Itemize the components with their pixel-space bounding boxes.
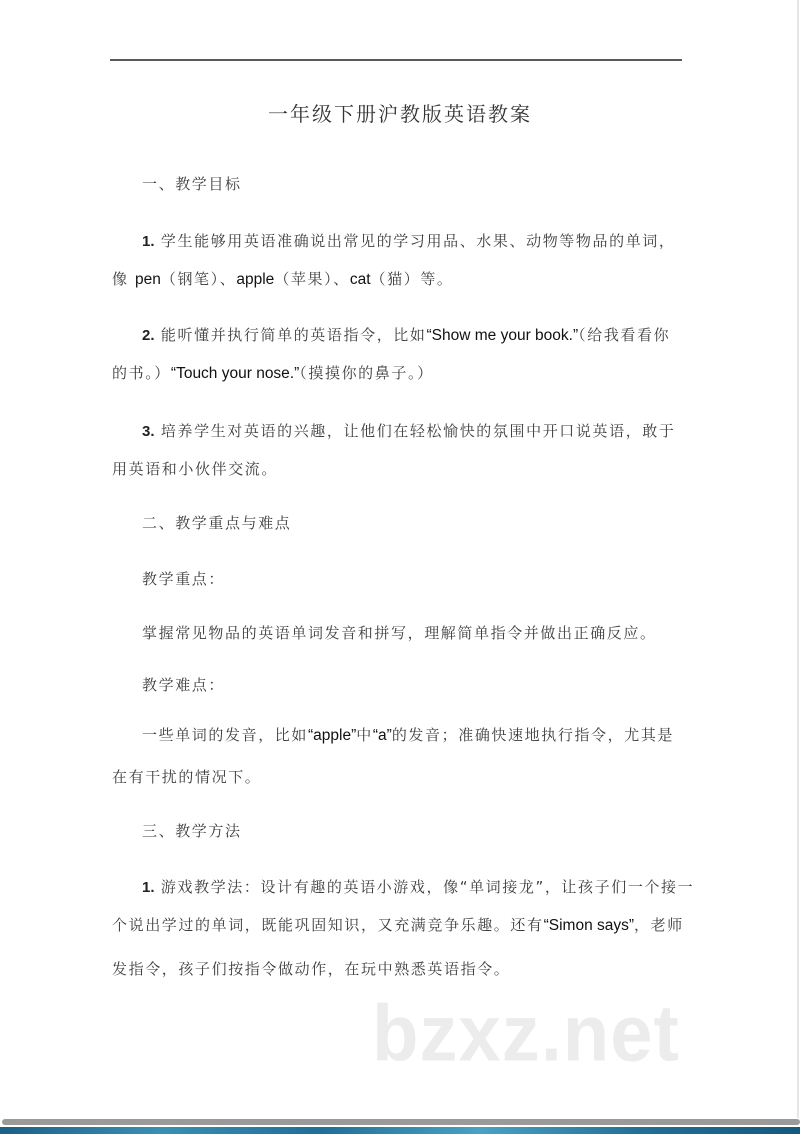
objective-1-line-1 <box>142 230 676 251</box>
item-number: 1. <box>142 233 155 250</box>
difficulty-label: 教学难点： <box>142 676 226 694</box>
page-edge <box>797 0 799 1118</box>
method-1-line-1 <box>142 876 694 897</box>
difficulty-line-2: 在有干扰的情况下。 <box>112 768 262 786</box>
objective-3-line-1 <box>142 420 676 441</box>
text-fragment: （钢笔）、 <box>160 270 237 288</box>
section-heading-objectives: 一、教学目标 <box>142 175 242 193</box>
method-1-line-2 <box>112 914 684 935</box>
text-fragment: 个说出学过的单词，既能巩固知识，又充满竞争乐趣。还有 <box>112 916 544 934</box>
english-phrase: “Touch your nose.” <box>170 365 300 382</box>
text-fragment: （摸摸你的鼻子。） <box>299 364 434 382</box>
english-phrase: “Simon says” <box>543 917 635 934</box>
item-number: 2. <box>142 327 155 344</box>
text-fragment: 游戏教学法：设计有趣的英语小游戏，像“单词接龙”，让孩子们一个接一 <box>160 878 695 896</box>
text-fragment: （苹果）、 <box>274 270 350 288</box>
watermark: bzxz.net <box>372 988 680 1079</box>
text-fragment: 像 <box>112 270 129 288</box>
english-word: “a” <box>372 727 392 744</box>
horizontal-scrollbar[interactable] <box>2 1119 800 1125</box>
key-point-text: 掌握常见物品的英语单词发音和拼写，理解简单指令并做出正确反应。 <box>142 624 657 642</box>
item-number: 1. <box>142 879 155 896</box>
objective-2-line-1 <box>142 324 670 345</box>
text-fragment: （猫）等。 <box>370 270 454 288</box>
english-word: cat <box>349 271 371 288</box>
objective-2-line-2 <box>112 362 434 383</box>
english-phrase: “Show me your book.” <box>426 327 579 344</box>
text-fragment: ，老师 <box>634 916 684 934</box>
key-point-label: 教学重点： <box>142 570 226 588</box>
text-fragment: 能听懂并执行简单的英语指令，比如 <box>160 326 427 344</box>
text-fragment: 中 <box>356 726 373 744</box>
text-fragment: （给我看看你 <box>578 326 671 344</box>
method-1-line-3: 发指令，孩子们按指令做动作，在玩中熟悉英语指令。 <box>112 960 511 978</box>
section-heading-methods: 三、教学方法 <box>142 822 242 840</box>
english-word: apple <box>236 271 275 288</box>
difficulty-line-1 <box>142 724 674 745</box>
text-fragment: 的书。） <box>112 364 171 382</box>
english-word: pen <box>134 271 161 288</box>
bottom-decorative-band <box>0 1127 800 1134</box>
section-heading-key-points: 二、教学重点与难点 <box>142 514 292 532</box>
header-rule <box>110 59 682 61</box>
item-number: 3. <box>142 423 155 440</box>
text-fragment: 的发音；准确快速地执行指令，尤其是 <box>391 726 675 744</box>
text-fragment: 培养学生对英语的兴趣，让他们在轻松愉快的氛围中开口说英语，敢于 <box>160 422 676 440</box>
objective-1-text: 学生能够用英语准确说出常见的学习用品、水果、动物等物品的单词， <box>160 232 676 250</box>
text-fragment: 一些单词的发音，比如 <box>142 726 309 744</box>
objective-1-line-2 <box>112 268 454 289</box>
document-title: 一年级下册沪教版英语教案 <box>268 102 532 126</box>
english-word: “apple” <box>308 727 357 744</box>
objective-3-line-2: 用英语和小伙伴交流。 <box>112 460 279 478</box>
